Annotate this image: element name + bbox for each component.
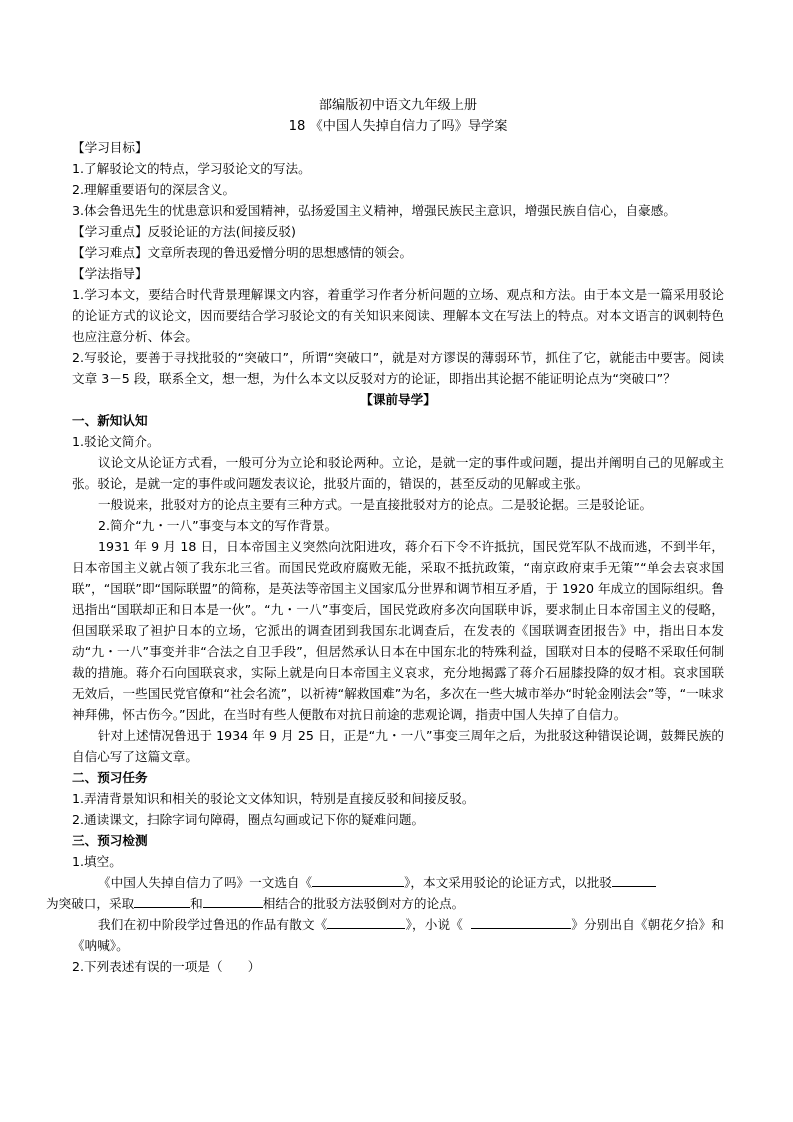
fill-blank-question-2 xyxy=(72,914,724,956)
fill1-text-a: 《中国人失掉自信力了吗》一文选自《 xyxy=(98,875,313,890)
key-point: 【学习重点】反驳论证的方法(间接反驳) xyxy=(72,224,296,239)
section-1-title: 一、新知认知 xyxy=(72,413,148,428)
fill-blank-source[interactable] xyxy=(312,872,404,887)
difficulty-point: 【学习难点】文章所表现的鲁迅爱憎分明的思想感情的领会。 xyxy=(72,245,413,260)
fill-blank-novel[interactable] xyxy=(471,914,571,929)
guidance-label: 【学法指导】 xyxy=(72,266,148,281)
fill-blank-essay[interactable] xyxy=(327,914,405,929)
section-2-item-1: 1.弄清背景知识和相关的驳论文文体知识，特别是直接反驳和间接反驳。 xyxy=(72,791,475,806)
objectives-label: 【学习目标】 xyxy=(72,140,148,155)
fill-blank-method-1[interactable] xyxy=(134,893,190,908)
section-3-item-1: 1.填空。 xyxy=(72,854,122,869)
section-1-paragraph-3: 2.简介“九・一八”事变与本文的写作背景。 xyxy=(98,518,338,533)
document-subtitle: 18 《中国人失掉自信力了吗》导学案 xyxy=(288,119,508,134)
fill-blank-method-2[interactable] xyxy=(203,893,263,908)
section-2-title: 二、预习任务 xyxy=(72,770,148,785)
fill2-text-a: 我们在初中阶段学过鲁迅的作品有散文《 xyxy=(98,917,328,932)
section-3-title: 三、预习检测 xyxy=(72,833,148,848)
section-1-paragraph-5: 针对上述情况鲁迅于 1934 年 9 月 25 日，正是“九・一八”事变三周年之后，为批驳这种错误论调，鼓舞民族的自信心写了这篇文章。 xyxy=(72,728,724,764)
section-2-item-2: 2.通读课文，扫除字词句障碍，圈点勾画或记下你的疑难问题。 xyxy=(72,812,425,827)
document-title: 部编版初中语文九年级上册 xyxy=(318,98,478,113)
guidance-paragraph-2: 2.写驳论，要善于寻找批驳的“突破口”，所谓“突破口”，就是对方谬误的薄弱环节，抓住了它，就能击中要害。阅读文章 3－5 段，联系全文，想一想，为什么本文以反驳对方的论证，即指出其论据不能证明论点为“突破口”？ xyxy=(72,350,724,386)
fill2-text-c: 》分别出自《朝花夕拾》和《呐喊》。 xyxy=(72,917,725,953)
guidance-paragraph-1: 1.学习本文，要结合时代背景理解课文内容，着重学习作者分析问题的立场、观点和方法。由于本文是一篇采用驳论的论证方式的议论文，因而要结合学习驳论文的有关知识来阅读、理解本文在写法上的特点。对本文语言的讽刺特色也应注意分析、体会。 xyxy=(72,287,724,344)
objective-item-3: 3.体会鲁迅先生的忧患意识和爱国精神，弘扬爱国主义精神，增强民族民主意识，增强民族自信心，自豪感。 xyxy=(72,203,676,218)
objective-item-2: 2.理解重要语句的深层含义。 xyxy=(72,182,236,197)
fill1-text-b: 》，本文采用驳论的论证方式，以批驳 xyxy=(404,875,612,890)
section-1-paragraph-1: 议论文从论证方式看，一般可分为立论和驳论两种。立论，是就一定的事件或问题，提出并阐明自己的见解或主张。驳论，是就一定的事件或问题发表议论，批驳片面的，错误的，甚至反动的见解或主张。 xyxy=(72,455,724,491)
fill2-text-b: 》，小说《 xyxy=(405,917,464,932)
section-1-item: 1.驳论文简介。 xyxy=(72,434,160,449)
fill-blank-target[interactable] xyxy=(612,872,656,887)
pre-class-heading: 【课前导学】 xyxy=(360,392,436,407)
section-1-paragraph-2: 一般说来，批驳对方的论点主要有三种方式。一是直接批驳对方的论点。二是驳论据。三是驳论证。 xyxy=(98,497,653,512)
fill1-text-e: 相结合的批驳方法驳倒对方的论点。 xyxy=(262,896,465,911)
fill1-text-c: 为突破口，采取 xyxy=(46,896,135,911)
fill-blank-question-1 xyxy=(46,872,724,914)
document-page xyxy=(46,95,725,977)
section-3-item-2: 2.下列表述有误的一项是（ ） xyxy=(72,959,261,974)
section-1-paragraph-4: 1931 年 9 月 18 日，日本帝国主义突然向沈阳进攻，蒋介石下令不许抵抗，国民党军队不战而逃，不到半年，日本帝国主义就占领了我东北三省。而国民党政府腐败无能，采取不抵抗政策，“南京政府束手无策”“单会去哀求国联”，“国联”即“国际联盟”的简称，是英法等帝国主义国家瓜分世界和调节相互矛盾，于 1920 年成立的国际组织。鲁迅指出“国联却正和日本是一伙”。“九・一八”事变后，国民党政府多次向国联申诉，要求制止日本帝国主义的侵略，但国联采取了袒护日本的立场，它派出的调查团到我国东北调查后，在发表的《国联调查团报告》中，指出日本发动“九・一八”事变并非“合法之自卫手段”，但居然承认日本在中国东北的特殊利益，国联对日本的侵略不采取任何制裁的措施。蒋介石向国联哀求，实际上就是向日本帝国主义哀求，充分地揭露了蒋介石屈膝投降的奴才相。哀求国联无效后，一些国民党官僚和“社会名流”，以祈祷“解救国难”为名，多次在一些大城市举办“时轮金刚法会”等，“一味求神拜佛，怀古伤今。”因此，在当时有些人便散布对抗日前途的悲观论调，指责中国人失掉了自信力。 xyxy=(72,539,724,722)
fill1-text-d: 和 xyxy=(190,896,203,911)
objective-item-1: 1.了解驳论文的特点，学习驳论文的写法。 xyxy=(72,161,311,176)
